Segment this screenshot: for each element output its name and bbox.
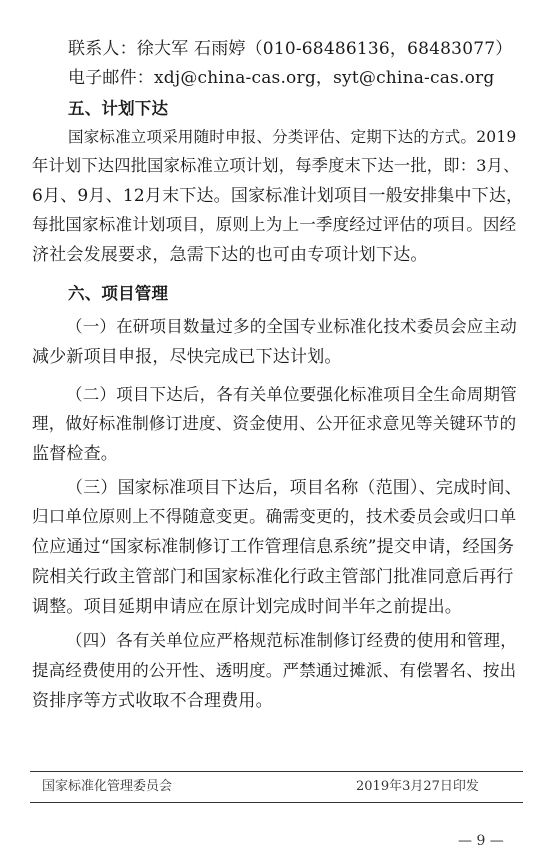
paragraph-line: 归口单位原则上不得随意变更。确需变更的，技术委员会或归口单	[32, 507, 517, 526]
section5-line: 6月、9月、12月末下达。国家标准计划项目一般安排集中下达，	[32, 186, 524, 206]
paragraph-line: 提高经费使用的公开性、透明度。严禁通过摊派、有偿署名、按出	[32, 661, 517, 680]
footer-rule-top	[30, 771, 523, 772]
paragraph-line: 监督检查。	[32, 444, 118, 464]
section5-line: 每批国家标准计划项目，原则上为上一季度经过评估的项目。因经	[32, 215, 517, 234]
paragraph-line: （四）各有关单位应严格规范标准制修订经费的使用和管理，	[66, 631, 517, 650]
paragraph-line: 资排序等方式收取不合理费用。	[32, 691, 273, 711]
paragraph-line: 位应通过“国家标准制修订工作管理信息系统”提交申请，经国务	[32, 537, 515, 557]
email-line: 电子邮件：xdj@china-cas.org，syt@china-cas.org	[68, 68, 495, 88]
footer-date: 2019年3月27日印发	[356, 779, 479, 794]
paragraph-line: 调整。项目延期申请应在原计划完成时间半年之前提出。	[32, 597, 462, 617]
section-heading-6: 六、项目管理	[68, 284, 169, 303]
page-number: — 9 —	[458, 833, 504, 849]
section5-line: 年计划下达四批国家标准立项计划，每季度末下达一批，即：3月、	[32, 156, 520, 175]
paragraph-line: （一）在研项目数量过多的全国专业标准化技术委员会应主动	[66, 317, 517, 336]
footer-rule-bottom	[30, 802, 523, 803]
paragraph-line: 减少新项目申报，尽快完成已下达计划。	[32, 347, 342, 367]
paragraph-line: （二）项目下达后，各有关单位要强化标准项目全生命周期管	[66, 385, 517, 404]
footer-issuer: 国家标准化管理委员会	[42, 779, 173, 794]
paragraph-line: （三）国家标准项目下达后，项目名称（范围）、完成时间、	[66, 478, 522, 498]
section5-line: 济社会发展要求，急需下达的也可由专项计划下达。	[32, 245, 428, 265]
section-heading-5: 五、计划下达	[68, 99, 169, 118]
paragraph-line: 院相关行政主管部门和国家标准化行政主管部门批准同意后再行	[32, 567, 514, 587]
contact-line: 联系人：徐大军 石雨婷（010-68486136，68483077）	[68, 39, 513, 59]
paragraph-line: 理，做好标准制修订进度、资金使用、公开征求意见等关键环节的	[32, 414, 517, 433]
section5-line: 国家标准立项采用随时申报、分类评估、定期下达的方式。2019	[68, 128, 517, 146]
